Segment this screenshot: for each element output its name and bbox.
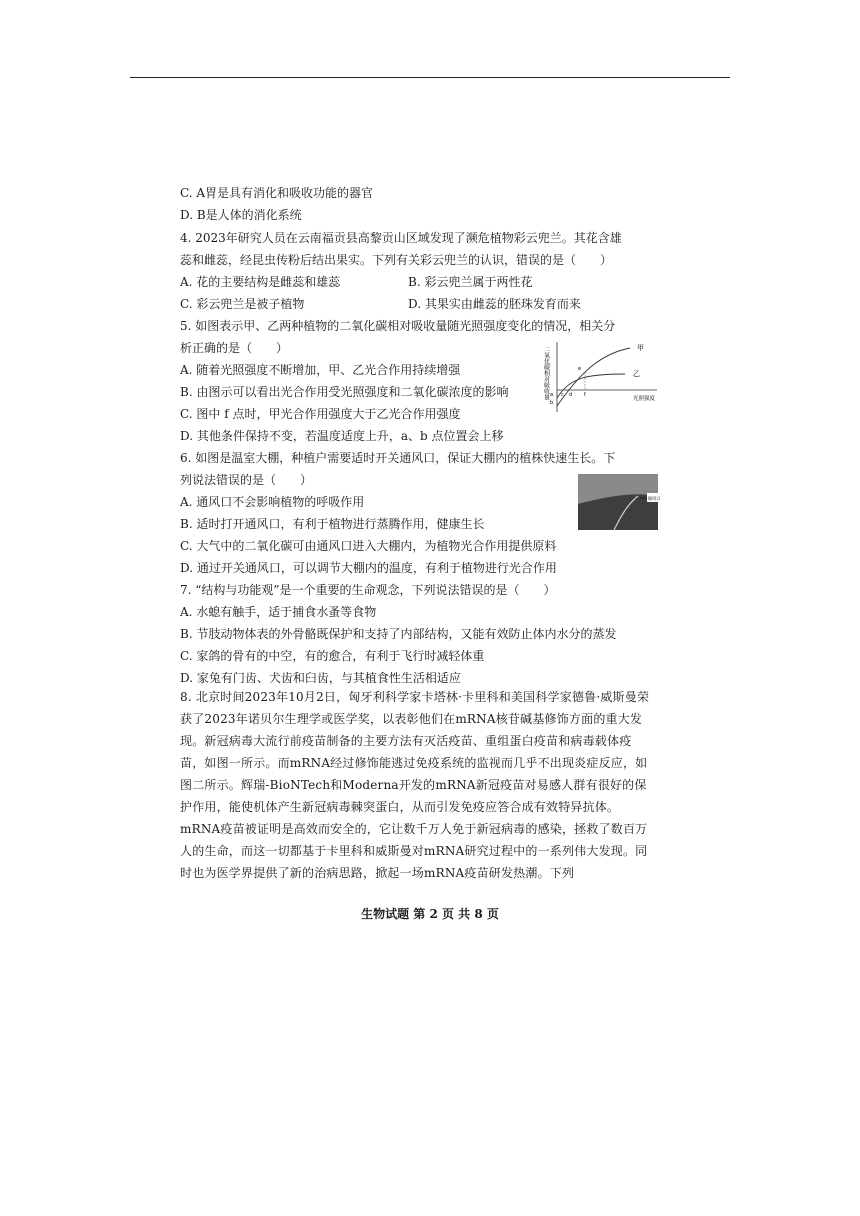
chart-point-a: a (550, 392, 554, 398)
chart-label-yi: 乙 (633, 370, 640, 378)
q4-stem-line2: 蕊和雌蕊，经昆虫传粉后结出果实。下列有关彩云兜兰的认识，错误的是（ ） (180, 253, 613, 267)
page-footer: 生物试题 第 2 页 共 8 页 (361, 907, 499, 921)
header-rule (130, 77, 730, 78)
q7-stem: 7. “结构与功能观”是一个重要的生命观念，下列说法错误的是（ ） (180, 583, 556, 597)
q5-option-d: D. 其他条件保持不变，若温度适度上升，a、b 点位置会上移 (180, 429, 504, 443)
q7-option-a: A. 水螅有触手，适于捕食水蚤等食物 (180, 605, 377, 619)
q5-option-a: A. 随着光照强度不断增加，甲、乙光合作用持续增强 (180, 363, 461, 377)
q5-option-c: C. 图中 f 点时，甲光合作用强度大于乙光合作用强度 (180, 407, 461, 421)
q7-option-c: C. 家鸽的骨有的中空，有的愈合，有利于飞行时减轻体重 (180, 649, 485, 663)
chart-point-c: c (561, 392, 564, 398)
q7-option-d: D. 家兔有门齿、犬齿和臼齿，与其植食性生活相适应 (180, 671, 461, 685)
chart-ylabel: 二氧化碳相对吸收量 (542, 346, 550, 400)
q6-stem-line1: 6. 如图是温室大棚，种植户需要适时开关通风口，保证大棚内的植株快速生长。下 (180, 451, 616, 465)
q5-option-b: B. 由图示可以看出光合作用受光照强度和二氧化碳浓度的影响 (180, 385, 509, 399)
chart-curve-jia (557, 348, 630, 406)
q6-option-b: B. 适时打开通风口，有利于植物进行蒸腾作用，健康生长 (180, 517, 485, 531)
q4-option-c: C. 彩云兜兰是被子植物 (180, 297, 305, 311)
chart-curve-yi (557, 374, 625, 398)
q3-option-d: D. B是人体的消化系统 (180, 208, 302, 222)
chart-xlabel: 光照强度 (633, 396, 656, 402)
q5-stem-line1: 5. 如图表示甲、乙两种植物的二氧化碳相对吸收量随光照强度变化的情况，相关分 (180, 319, 616, 333)
chart-point-f: f (584, 392, 586, 398)
photo-label: 通风口 (647, 497, 661, 502)
co2-light-chart (542, 338, 665, 418)
q6-option-d: D. 通过开关通风口，可以调节大棚内的温度，有利于植物进行光合作用 (180, 561, 557, 575)
q3-option-c: C. A胃是具有消化和吸收功能的器官 (180, 186, 374, 200)
chart-point-e: e (578, 366, 582, 372)
q5-stem-line2: 析正确的是（ ） (180, 341, 289, 355)
chart-point-d: d (569, 392, 573, 398)
q6-option-c: C. 大气中的二氧化碳可由通风口进入大棚内，为植物光合作用提供原料 (180, 539, 557, 553)
q4-option-b: B. 彩云兜兰属于两性花 (408, 275, 533, 289)
q4-option-a: A. 花的主要结构是雌蕊和雄蕊 (180, 275, 341, 289)
q6-stem-line2: 列说法错误的是（ ） (180, 473, 313, 487)
q4-option-row2 (180, 297, 581, 311)
chart-point-b: b (550, 400, 554, 406)
greenhouse-photo (578, 474, 661, 530)
q4-option-row1 (180, 275, 533, 289)
chart-label-jia: 甲 (637, 344, 644, 352)
q6-option-a: A. 通风口不会影响植物的呼吸作用 (180, 495, 365, 509)
q4-stem-line1: 4. 2023年研究人员在云南福贡县高黎贡山区域发现了濒危植物彩云兜兰。其花含雄 (180, 231, 622, 245)
q8-paragraph: 8. 北京时间2023年10月2日，匈牙利科学家卡塔林·卡里科和美国科学家德鲁·威斯曼荣获了2023年诺贝尔生理学或医学奖，以表彰他们在mRNA核苷碱基修饰方面的重大发现。新冠病毒大流行前疫苗制备的主要方法有灭活疫苗、重组蛋白疫苗和病毒载体疫苗，如图一所示。而mRNA经过修饰能逃过免疫系统的监视而几乎不出现炎症反应，如图二所示。辉瑞-BioNTech和Moderna开发的mRNA新冠疫苗对易感人群有很好的保护作用，能使机体产生新冠病毒棘突蛋白，从而引发免疫应答合成有效特异抗体。mRNA疫苗被证明是高效而安全的，它让数千万人免于新冠病毒的感染，拯救了数百万人的生命，而这一切都基于卡里科和威斯曼对mRNA研究过程中的一系列伟大发现。同时也为医学界提供了新的治病思路，掀起一场mRNA疫苗研发热潮。下列 (180, 690, 650, 880)
q7-option-b: B. 节肢动物体表的外骨骼既保护和支持了内部结构，又能有效防止体内水分的蒸发 (180, 627, 617, 641)
q4-option-d: D. 其果实由雌蕊的胚珠发育而来 (408, 297, 581, 311)
